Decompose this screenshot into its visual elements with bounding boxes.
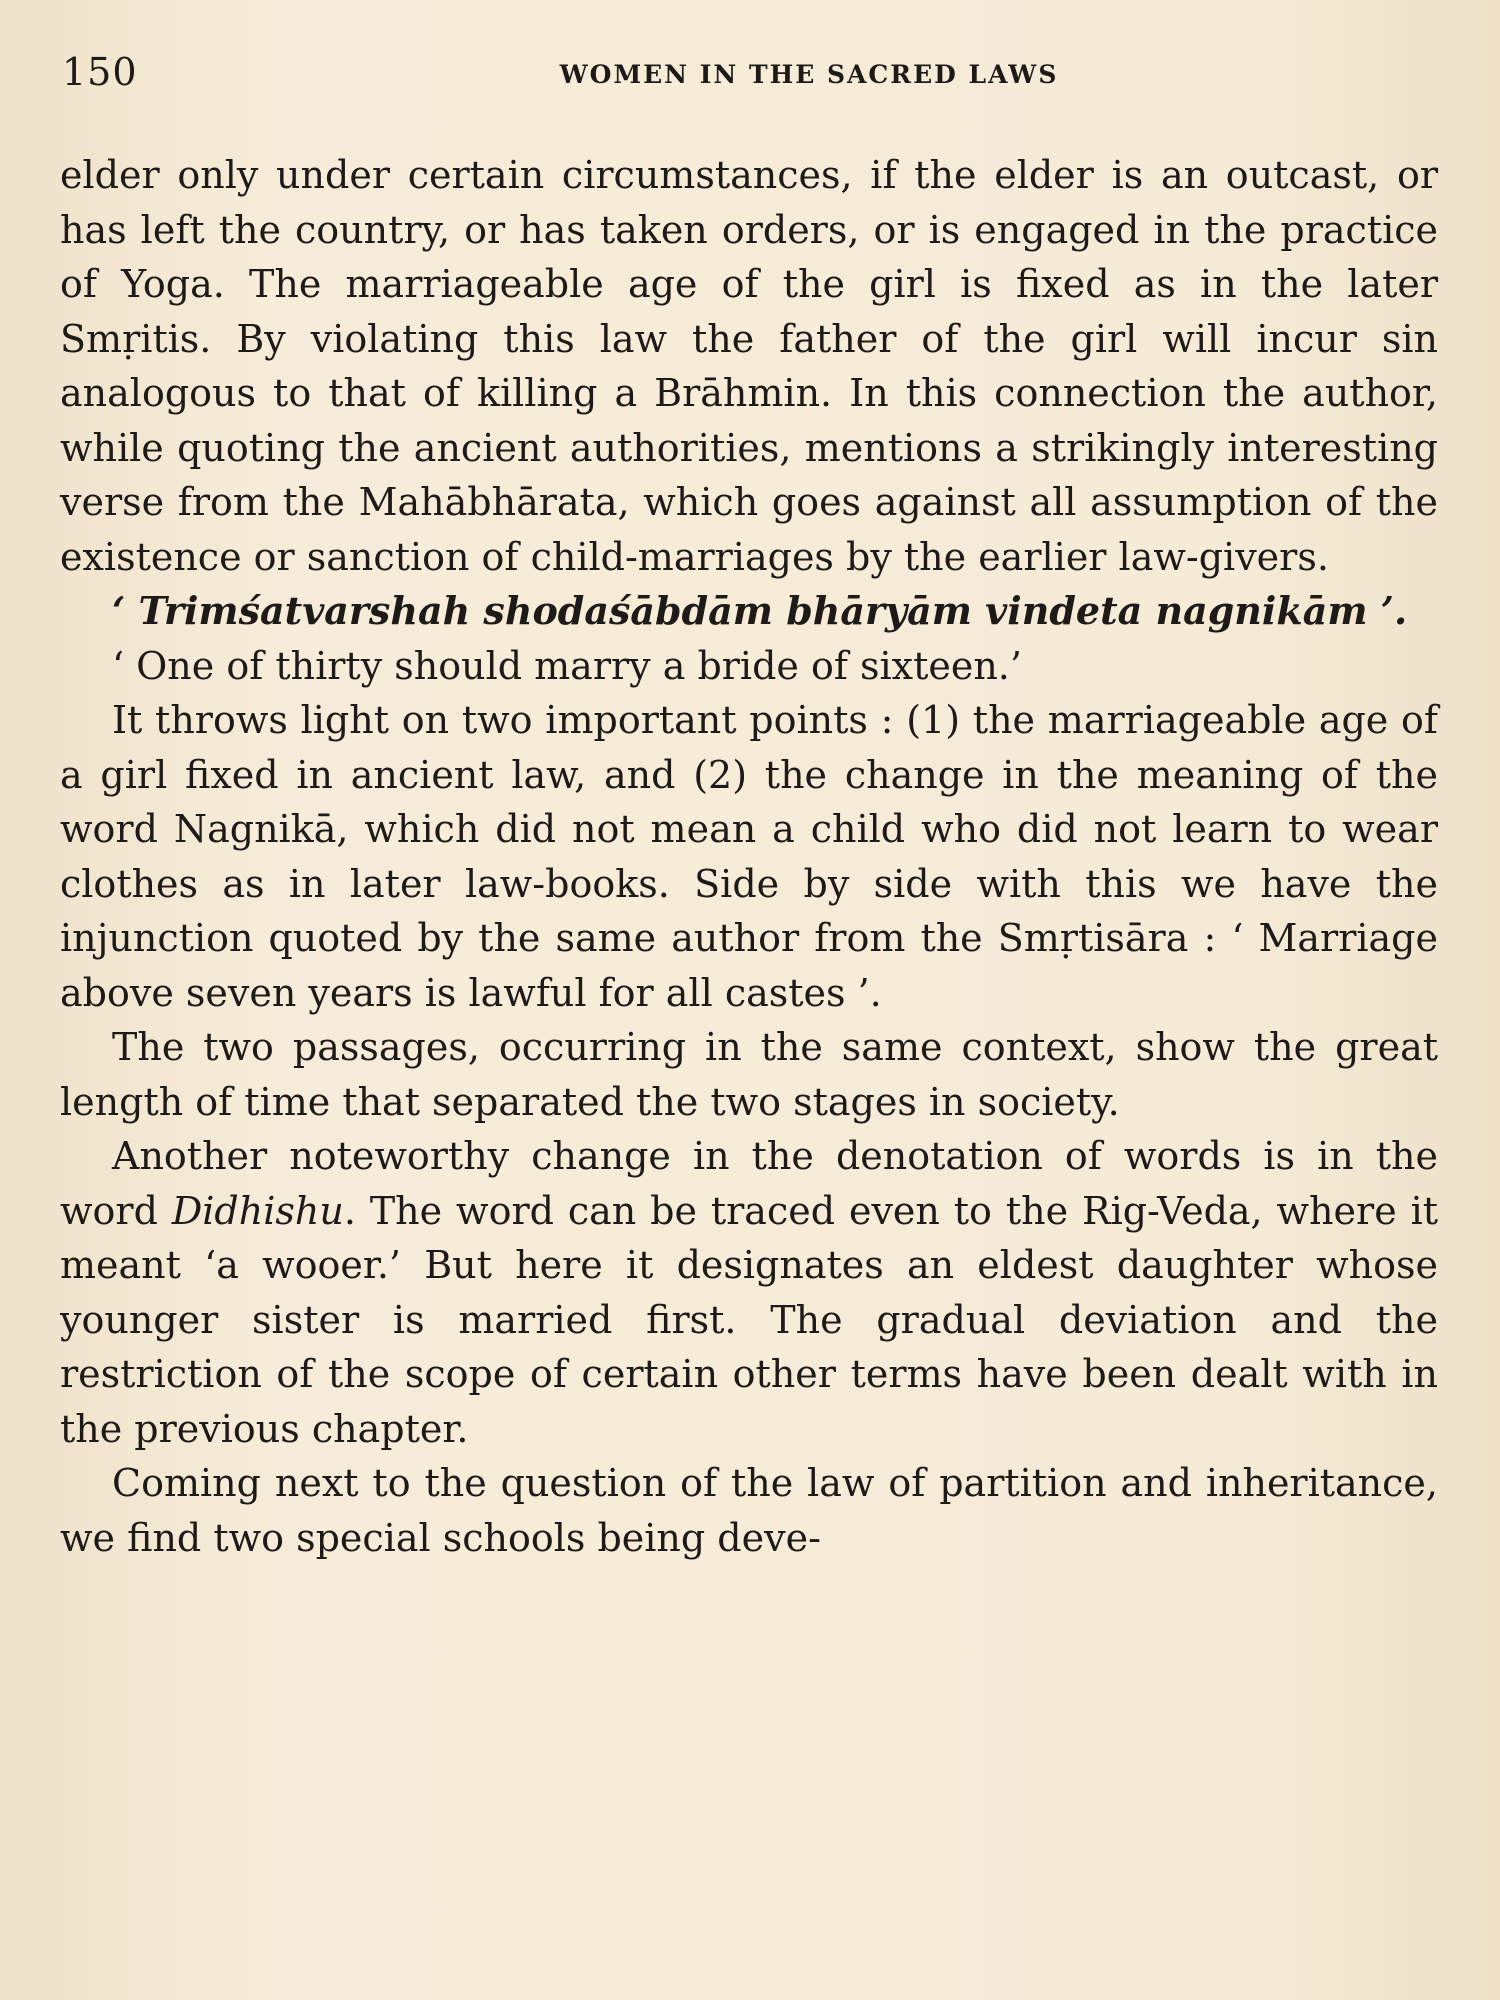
body-text <box>60 148 1438 1565</box>
paragraph-partition: Coming next to the question of the law of partition and inheritance, we find two special schools being deve- <box>60 1461 1438 1560</box>
didhishu-text-before: Another noteworthy change in the denotation of words is in the word <box>60 1134 1438 1233</box>
running-head <box>60 48 1438 96</box>
didhishu-term: Didhishu <box>171 1188 344 1233</box>
paragraph-two-passages: The two passages, occurring in the same context, show the great length of time that separated the two stages in society. <box>60 1025 1438 1124</box>
paragraph-didhishu <box>60 1129 1438 1456</box>
didhishu-text-after: . The word can be traced even to the Rig-Veda, where it meant ‘a wooer.’ But here it designates an eldest daughter whose younger sister is married first. The gradual deviation and the restriction of the scope of certain other terms have been dealt with in the previous chapter. <box>60 1188 1439 1451</box>
paragraph-nagnika: It throws light on two important points : (1) the marriageable age of a girl fixed in ancient law, and (2) the change in the meaning of the word Nagnikā, which did not mean a child who did not learn to wear clothes as in later law-books. Side by side with this we have the injunction quoted by the same author from the Smṛtisāra : ‘ Marriage above seven years is lawful for all castes ’. <box>60 698 1438 1015</box>
paragraph-continuation: elder only under certain circumstances, if the elder is an outcast, or has left the country, or has taken orders, or is engaged in the practice of Yoga. The marriageable age of the girl is fixed as in the later Smṛitis. By violating this law the father of the girl will incur sin analogous to that of killing a Brāhmin. In this connection the author, while quoting the ancient authorities, mentions a strikingly interesting verse from the Mahābhārata, which goes against all assumption of the existence or sanction of child-marriages by the earlier law-givers. <box>60 153 1438 579</box>
verse-translation: ‘ One of thirty should marry a bride of sixteen.’ <box>112 643 1022 688</box>
page-number: 150 <box>62 50 138 94</box>
running-title: WOMEN IN THE SACRED LAWS <box>559 60 1059 89</box>
sanskrit-verse: ‘ Trimśatvarshah shodaśābdām bhāryām vindeta nagnikām ’. <box>112 588 1408 633</box>
